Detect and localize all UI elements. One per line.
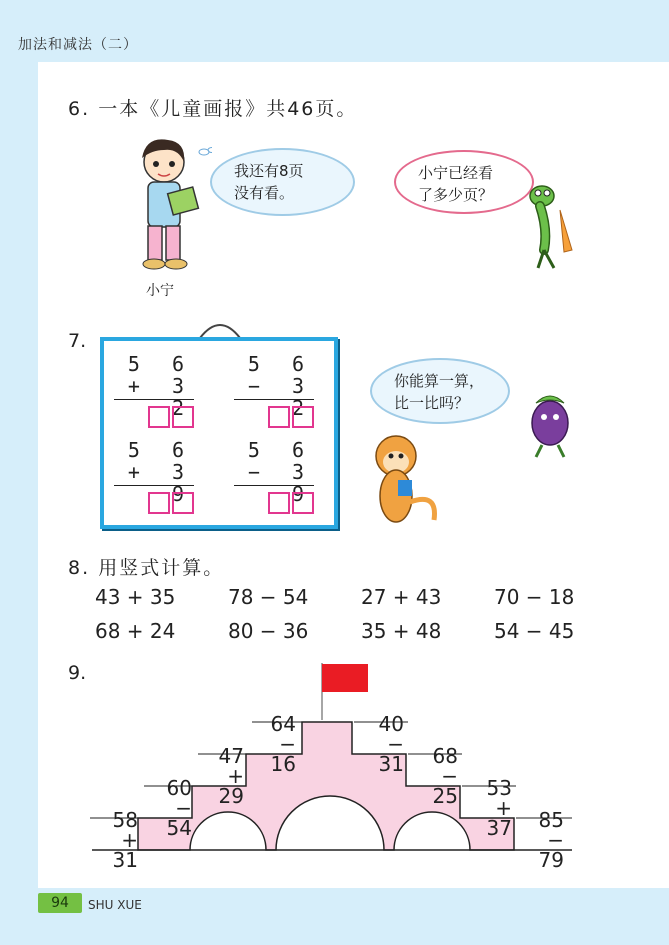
step-3: 47 + 29	[218, 744, 244, 808]
step-2: 60 − 54	[166, 776, 192, 840]
chapter-title: 加法和减法（二）	[18, 37, 138, 53]
step-4: 64 − 16	[270, 712, 296, 776]
vertical-calc-4	[234, 439, 314, 514]
flag-icon	[322, 664, 368, 692]
step-6: 68 − 25	[432, 744, 458, 808]
boy-speech-bubble	[210, 148, 355, 216]
calc-2-bottom: − 3 2	[247, 374, 314, 420]
step-1: 58 + 31	[112, 808, 138, 872]
calc-4-bottom: − 3 9	[247, 460, 314, 506]
grasshopper-illustration	[520, 180, 580, 275]
eggplant-bubble-line-1: 你能算一算，	[394, 372, 485, 390]
boy-name-label: 小宁	[146, 283, 174, 299]
question-6-text: 一本《儿童画报》共46页。	[98, 98, 358, 120]
calc-2-top: 5 6	[247, 352, 314, 376]
exercise-item: 27 + 43	[361, 585, 442, 609]
math-board	[100, 337, 338, 529]
page-number-tab: 94	[38, 893, 82, 913]
answer-box[interactable]	[292, 406, 314, 428]
question-7-number: 7.	[68, 330, 87, 352]
answer-box[interactable]	[268, 406, 290, 428]
exercise-item: 54 − 45	[494, 619, 575, 643]
question-9-number: 9.	[68, 662, 87, 684]
boy-bubble-line-2: 没有看。	[234, 184, 295, 202]
calc-1-bottom: + 3 2	[127, 374, 194, 420]
answer-box[interactable]	[292, 492, 314, 514]
answer-box[interactable]	[268, 492, 290, 514]
vertical-calc-3	[114, 439, 194, 514]
answer-box[interactable]	[172, 492, 194, 514]
bug-speech-bubble	[394, 150, 534, 214]
exercise-item: 70 − 18	[494, 585, 575, 609]
answer-box[interactable]	[148, 406, 170, 428]
boy-bubble-line-1: 我还有8页	[234, 162, 304, 180]
bug-bubble-line-2: 了多少页？	[418, 186, 494, 204]
answer-box[interactable]	[172, 406, 194, 428]
exercise-item: 43 + 35	[95, 585, 176, 609]
eggplant-illustration	[520, 385, 580, 460]
subject-label: SHU XUE	[88, 898, 142, 912]
calc-4-top: 5 6	[247, 438, 314, 462]
question-6	[68, 94, 357, 121]
question-8-number: 8.	[68, 557, 91, 579]
monkey-illustration	[368, 432, 448, 532]
calc-3-top: 5 6	[127, 438, 194, 462]
vertical-calc-1	[114, 353, 194, 428]
exercise-item: 78 − 54	[228, 585, 309, 609]
answer-box[interactable]	[148, 492, 170, 514]
eggplant-speech-bubble	[370, 358, 510, 424]
step-8: 85 − 79	[538, 808, 564, 872]
exercise-item: 80 − 36	[228, 619, 309, 643]
step-7: 53 + 37	[486, 776, 512, 840]
boy-illustration	[128, 132, 212, 277]
exercise-item: 35 + 48	[361, 619, 442, 643]
calc-3-bottom: + 3 9	[127, 460, 194, 506]
eggplant-bubble-line-2: 比一比吗？	[394, 394, 470, 412]
exercise-item: 68 + 24	[95, 619, 176, 643]
question-8	[68, 553, 224, 580]
bug-bubble-line-1: 小宁已经看	[418, 164, 494, 182]
calc-1-top: 5 6	[127, 352, 194, 376]
question-8-text: 用竖式计算。	[98, 557, 225, 579]
step-5: 40 − 31	[378, 712, 404, 776]
question-6-number: 6.	[68, 98, 91, 120]
vertical-calc-2	[234, 353, 314, 428]
